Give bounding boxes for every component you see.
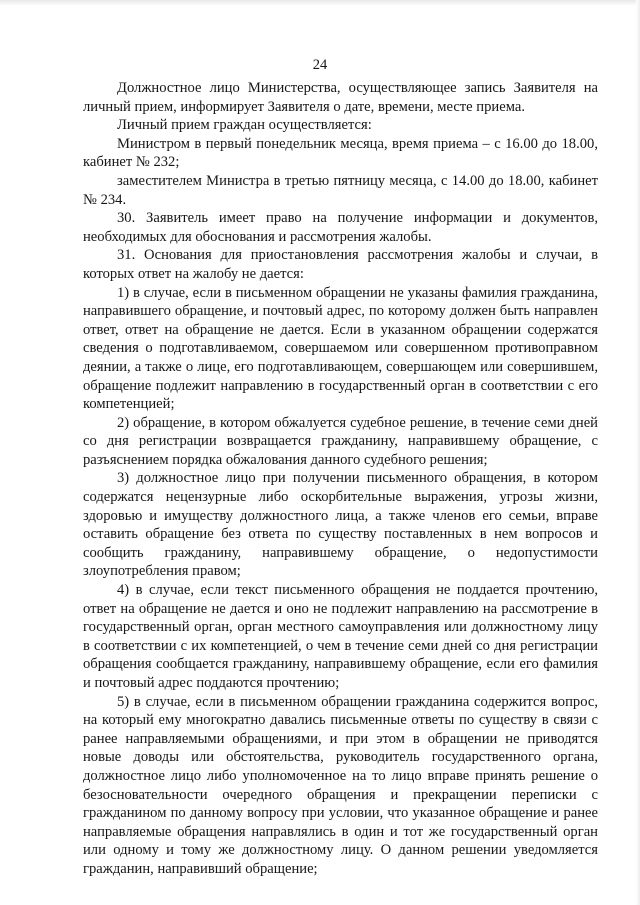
- page-number: 24: [312, 57, 328, 73]
- paragraph-reception-intro: Личный прием граждан осуществляется:: [117, 117, 372, 134]
- paragraph-subitem-3: 3) должностное лицо при получении письменного обращения, в котором содержатся нецензурные либо оскорбительные выражения, угрозы жизни, здоровью и имуществу должностного лица, а также членов его семьи, вправе оставить обращение без ответа по существу поставленных в нем вопросов и сообщить гражданину, направившему обращение, о недопустимости злоупотребления правом;: [83, 470, 598, 580]
- paragraph-subitem-1: 1) в случае, если в письменном обращении не указаны фамилия гражданина, направившего обращение, и почтовый адрес, по которому должен быть направлен ответ, ответ на обращение не дается. Если в указанном обращении содержатся сведения о подготавливаемом, совершаемом или совершенном противоправном деянии, а также о лице, его подготавливающем, совершающем или совершившем, обращение подлежит направлению в государственный орган в соответствии с его компетенцией;: [83, 284, 598, 413]
- paragraph-subitem-4: 4) в случае, если текст письменного обращения не поддается прочтению, ответ на обращение не дается и оно не подлежит направлению на рассмотрение в государственный орган, орган местного самоуправления или должностному лицу в соответствии с их компетенцией, о чем в течение семи дней со дня регистрации обращения сообщается гражданину, направившему обращение, если его фамилия и почтовый адрес поддаются прочтению;: [83, 582, 598, 691]
- document-body: [83, 79, 598, 879]
- scan-edge-top: [0, 0, 640, 6]
- paragraph-subitem-5: 5) в случае, если в письменном обращении гражданина содержится вопрос, на который ему многократно давались письменные ответы по существу в связи с ранее направляемыми обращениями, и при этом в обращении не приводятся новые доводы или обстоятельства, руководитель государственного органа, должностное лицо либо уполномоченное на то лицо вправе принять решение о безосновательности очередного обращения и прекращении переписки с гражданином по данному вопросу при условии, что указанное обращение и ранее направляемые обращения направлялись в один и тот же государственный орган или одному и тому же должностному лицу. О данном решении уведомляется гражданин, направивший обращение;: [83, 693, 598, 877]
- paragraph-deputy-schedule: заместителем Министра в третью пятницу месяца, с 14.00 до 18.00, кабинет № 234.: [83, 172, 598, 208]
- paragraph-subitem-2: 2) обращение, в котором обжалуется судебное решение, в течение семи дней со дня регистрации возвращается гражданину, направившему обращение, с разъяснением порядка обжалования данного судебного решения;: [83, 414, 598, 468]
- paragraph-item-30: 30. Заявитель имеет право на получение информации и документов, необходимых для обоснования и рассмотрения жалобы.: [83, 210, 598, 245]
- scan-edge-right: [636, 0, 640, 905]
- paragraph-item-31: 31. Основания для приостановления рассмотрения жалобы и случаи, в которых ответ на жалобу не дается:: [83, 247, 598, 282]
- paragraph-minister-schedule: Министром в первый понедельник месяца, время приема – с 16.00 до 18.00, кабинет № 232;: [83, 135, 598, 171]
- paragraph-reception-notice: Должностное лицо Министерства, осуществляющее запись Заявителя на личный прием, информирует Заявителя о дате, времени, месте приема.: [83, 80, 598, 115]
